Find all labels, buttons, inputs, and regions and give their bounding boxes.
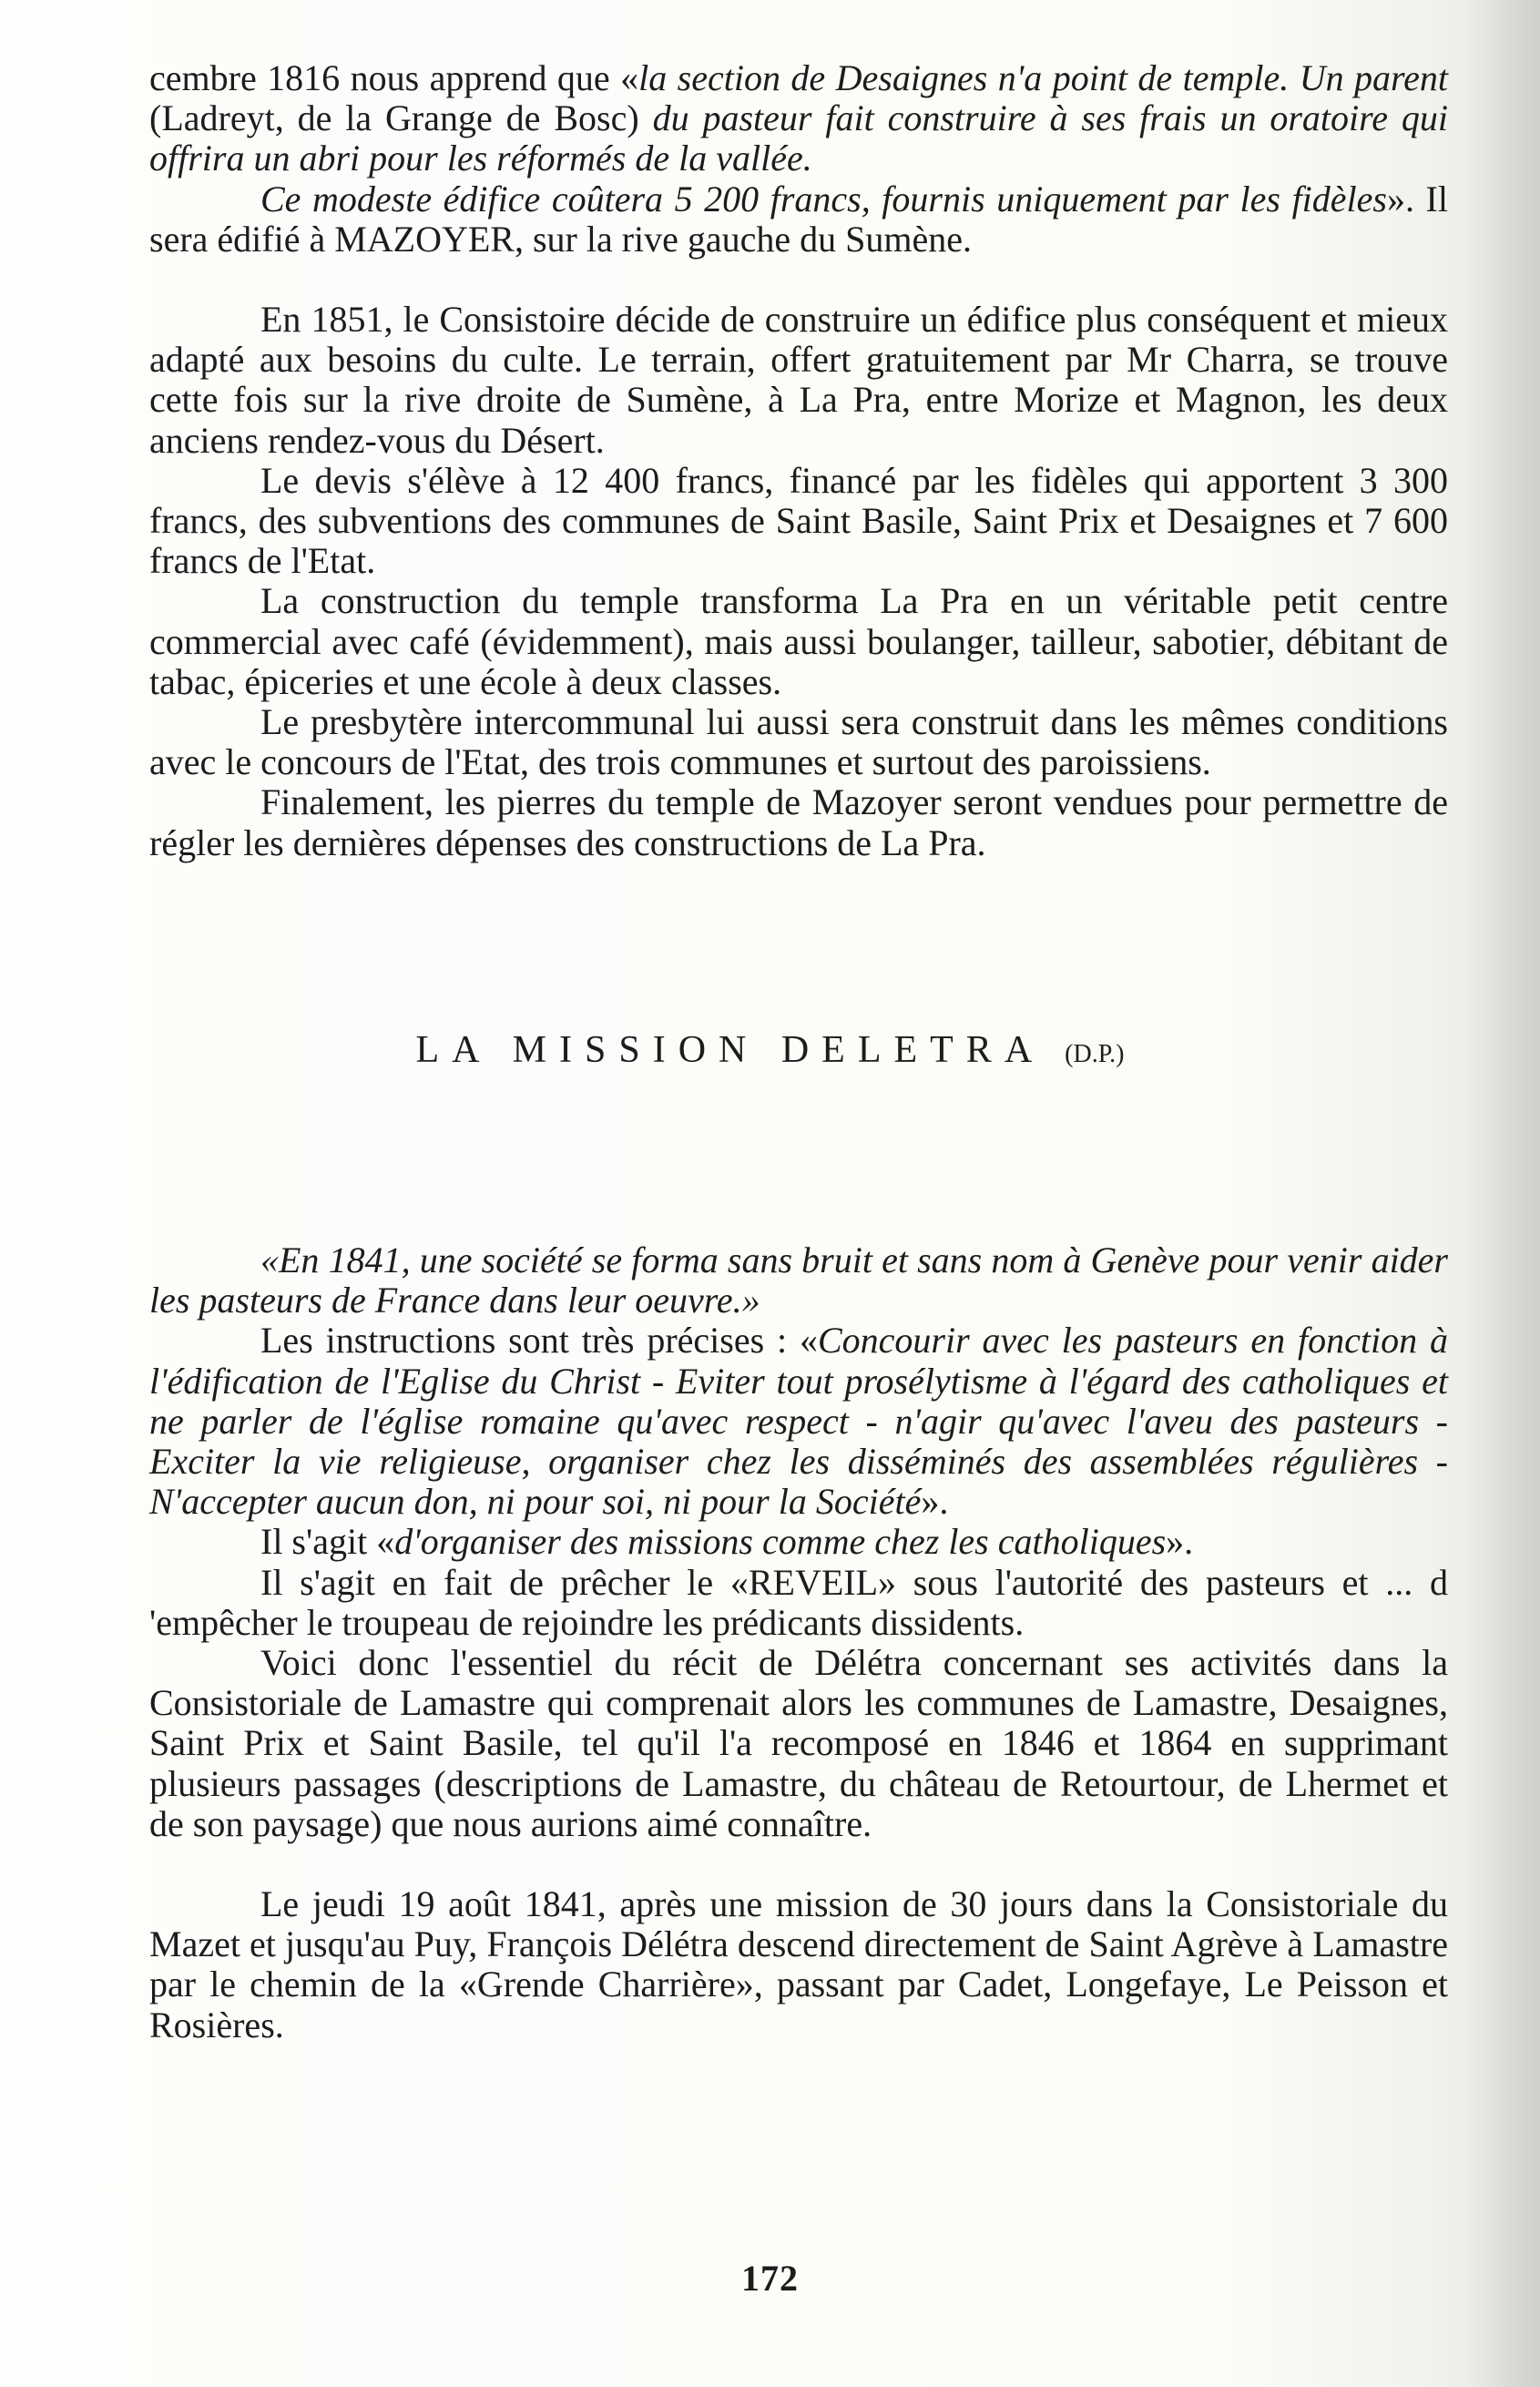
section-heading	[0, 1027, 1540, 1077]
paragraph-recit-deletra: Voici donc l'essentiel du récit de Délétra concernant ses activités dans la Consistoriale de Lamastre qui comprenait alors les communes de Lamastre, Desaignes, Saint Prix et Saint Basile, tel qu'il l'a recomposé en 1846 et 1864 en supprimant plusieurs passages (descriptions de Lamastre, du château de Retourtour, de Lhermet et de son paysage) que nous aurions aimé connaître.	[149, 1642, 1448, 1844]
page-edge-shadow	[1467, 0, 1540, 2387]
paragraph-consistoire-1851: En 1851, le Consistoire décide de construire un édifice plus conséquent et mieux adapté aux besoins du culte. Le terrain, offert gratuitement par Mr Charra, se trouve cette fois sur la rive droite de Sumène, à La Pra, entre Morize et Magnon, les deux anciens rendez-vous du Désert.	[149, 299, 1448, 461]
section-temple-history	[149, 58, 1448, 863]
paragraph-cost-mazoyer: Ce modeste édifice coûtera 5 200 francs, fournis uniquement par les fidèles». Il sera édifié à MAZOYER, sur la rive gauche du Sumène.	[149, 178, 1448, 260]
paragraph-instructions: Les instructions sont très précises : «Concourir avec les pasteurs en fonction à l'édification de l'Eglise du Christ - Eviter tout prosélytisme à l'égard des catholiques et ne parler de l'église romaine qu'avec respect - n'agir qu'avec l'aveu des pasteurs - Exciter la vie religieuse, organiser chez les disséminés des assemblées régulières - N'accepter aucun don, ni pour soi, ni pour la Société».	[149, 1320, 1448, 1523]
paragraph-presbytere: Le presbytère intercommunal lui aussi sera construit dans les mêmes conditions avec le concours de l'Etat, des trois communes et surtout des paroissiens.	[149, 701, 1448, 783]
paragraph-missions: Il s'agit «d'organiser des missions comme chez les catholiques».	[260, 1521, 1194, 1563]
heading-author: (D.P.)	[1065, 1040, 1125, 1068]
paragraph-oratoire: cembre 1816 nous apprend que «la section de Desaignes n'a point de temple. Un parent (Ladreyt, de la Grange de Bosc) du pasteur fait construire à ses frais un oratoire qui offrira un abri pour les réformés de la vallée.	[149, 57, 1449, 179]
page-number: 172	[741, 2258, 799, 2299]
paragraph-pierres-mazoyer: Finalement, les pierres du temple de Mazoyer seront vendues pour permettre de régler les dernières dépenses des constructions de La Pra.	[149, 781, 1448, 863]
heading-title: LA MISSION DELETRA	[415, 1029, 1045, 1071]
paragraph-societe-geneve: «En 1841, une société se forma sans bruit et sans nom à Genève pour venir aider les pasteurs de France dans leur oeuvre.»	[149, 1239, 1448, 1321]
paragraph-devis: Le devis s'élève à 12 400 francs, financé par les fidèles qui apportent 3 300 francs, des subventions des communes de Saint Basile, Saint Prix et Desaignes et 7 600 francs de l'Etat.	[149, 459, 1448, 582]
paragraph-jeudi-19-aout: Le jeudi 19 août 1841, après une mission de 30 jours dans la Consistoriale du Mazet et jusqu'au Puy, François Délétra descend directement de Saint Agrève à Lamastre par le chemin de la «Grende Charrière», passant par Cadet, Longefaye, Le Peisson et Rosières.	[149, 1883, 1448, 2045]
paragraph-la-pra-commerce: La construction du temple transforma La Pra en un véritable petit centre commercial avec café (évidemment), mais aussi boulanger, tailleur, sabotier, débitant de tabac, épiceries et une école à deux classes.	[149, 580, 1448, 702]
paragraph-reveil: Il s'agit en fait de prêcher le «REVEIL» sous l'autorité des pasteurs et ... d 'empêcher le troupeau de rejoindre les prédicants dissidents.	[149, 1561, 1448, 1643]
section-mission-deletra	[149, 1240, 1448, 2045]
